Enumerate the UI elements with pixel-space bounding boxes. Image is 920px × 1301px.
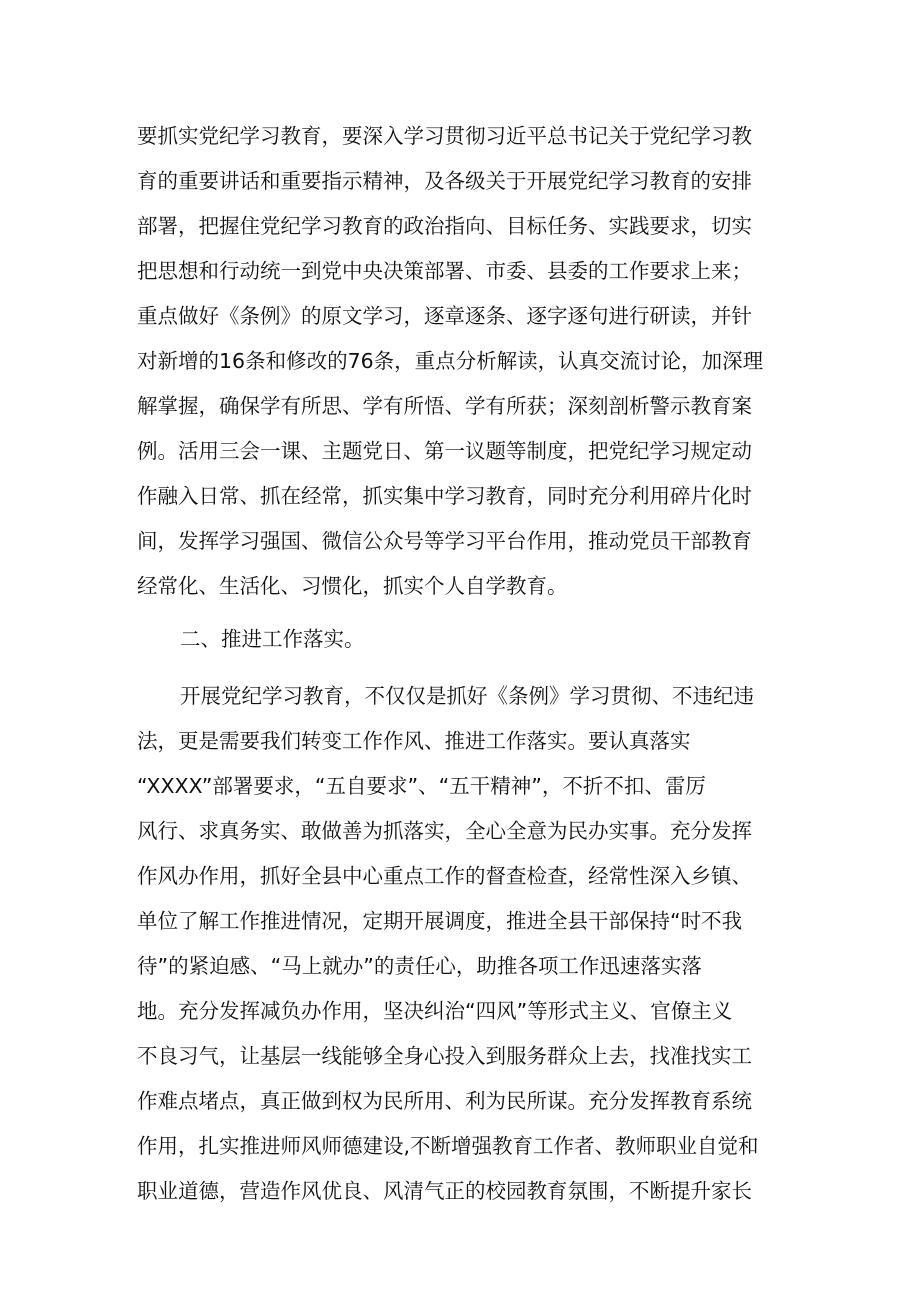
paragraph-line: 开展党纪学习教育，不仅仅是抓好《条例》学习贯彻、不违纪违 <box>180 684 754 708</box>
paragraph-line: 不良习气，让基层一线能够全身心投入到服务群众上去，找准找实工 <box>137 1044 752 1068</box>
paragraph-line: 作融入日常、抓在经常，抓实集中学习教育，同时充分利用碎片化时 <box>137 484 752 508</box>
paragraph-line: 作难点堵点，真正做到权为民所用、利为民所谋。充分发挥教育系统 <box>137 1089 752 1113</box>
paragraph-line: 待”的紧迫感、“马上就办”的责任心，助推各项工作迅速落实落 <box>137 954 702 978</box>
paragraph-line: 对新增的16条和修改的76条，重点分析解读，认真交流讨论，加深理 <box>137 349 764 373</box>
paragraph-line: 部署，把握住党纪学习教育的政治指向、目标任务、实践要求，切实 <box>137 214 752 238</box>
paragraph-line: 例。活用三会一课、主题党日、第一议题等制度，把党纪学习规定动 <box>137 439 752 463</box>
paragraph-line: 单位了解工作推进情况，定期开展调度，推进全县干部保持“时不我 <box>137 909 743 933</box>
paragraph-line: 把思想和行动统一到党中央决策部署、市委、县委的工作要求上来； <box>137 259 752 283</box>
paragraph-line: 作用，扎实推进师风师德建设,不断增强教育工作者、教师职业自觉和 <box>137 1134 759 1158</box>
paragraph-line: 育的重要讲话和重要指示精神，及各级关于开展党纪学习教育的安排 <box>137 169 752 193</box>
paragraph-line: 法，更是需要我们转变工作作风、推进工作落实。要认真落实 <box>137 729 691 753</box>
paragraph-line: 解掌握，确保学有所思、学有所悟、学有所获；深刻剖析警示教育案 <box>137 394 752 418</box>
paragraph-line: 职业道德，营造作风优良、风清气正的校园教育氛围，不断提升家长 <box>137 1179 752 1203</box>
paragraph-line: “XXXX”部署要求，“五自要求”、“五干精神”，不折不扣、雷厉 <box>137 774 706 798</box>
paragraph-line: 作风办作用，抓好全县中心重点工作的督查检查，经常性深入乡镇、 <box>137 864 752 888</box>
section-heading: 二、推进工作落实。 <box>180 627 365 651</box>
paragraph-line: 风行、求真务实、敢做善为抓落实，全心全意为民办实事。充分发挥 <box>137 819 752 843</box>
paragraph-line: 间，发挥学习强国、微信公众号等学习平台作用，推动党员干部教育 <box>137 529 752 553</box>
paragraph-line: 要抓实党纪学习教育，要深入学习贯彻习近平总书记关于党纪学习教 <box>137 124 752 148</box>
paragraph-line: 经常化、生活化、习惯化，抓实个人自学教育。 <box>137 574 568 598</box>
paragraph-line: 地。充分发挥减负办作用，坚决纠治“四风”等形式主义、官僚主义 <box>137 999 733 1023</box>
paragraph-line: 重点做好《条例》的原文学习，逐章逐条、逐字逐句进行研读，并针 <box>137 304 752 328</box>
